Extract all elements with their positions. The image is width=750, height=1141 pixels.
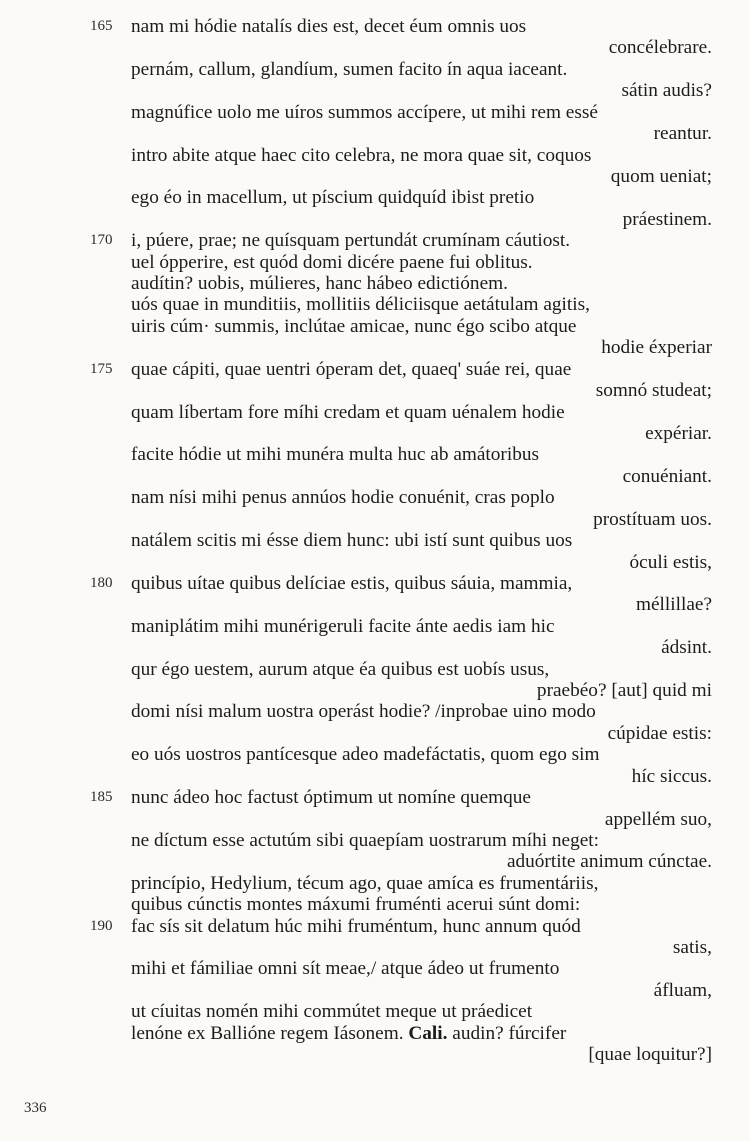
turnover-text: expériar.	[645, 422, 712, 444]
verse-text-run: nunc ádeo hoc factust óptimum ut nomíne quemque	[131, 787, 531, 809]
verse-line	[0, 916, 750, 937]
turnover-text: concélebrare.	[608, 37, 712, 59]
turnover-text: satis,	[672, 937, 712, 959]
verse-line-text	[131, 402, 565, 423]
turnover-text: áfluam,	[653, 979, 712, 1001]
verse-text-run: audin? fúrcifer	[452, 1022, 567, 1044]
turnover-text: ádsint.	[661, 637, 712, 659]
verse-line	[0, 659, 750, 680]
speaker-label: Cali.	[408, 1022, 448, 1044]
verse-text-run: nam nísi mihi penus annúos hodie conuénit, cras poplo	[131, 487, 555, 509]
verse-line	[0, 59, 750, 80]
turnover-text: híc siccus.	[631, 765, 712, 787]
verse-line-text	[131, 444, 539, 465]
verse-continuation	[0, 809, 750, 830]
verse-continuation	[0, 937, 750, 958]
verse-line-text	[131, 573, 572, 594]
verse-line	[0, 187, 750, 208]
verse-text-run: domi nísi malum uostra operást hodie? /inprobae uino modo	[131, 701, 596, 723]
verse-line-text	[131, 359, 571, 380]
verse-line	[0, 616, 750, 637]
verse-line-text	[131, 102, 598, 123]
verse-text-run: ne díctum esse actutúm sibi quaepíam uostrarum míhi neget:	[131, 829, 599, 851]
verse-line-text	[131, 616, 555, 637]
verse-text-run: ego éo in macellum, ut píscium quidquíd ibist pretio	[131, 187, 535, 209]
verse-continuation	[0, 209, 750, 230]
verse-line-text	[131, 530, 572, 551]
turnover-text: prostítuam uos.	[593, 508, 712, 530]
verse-text-run: uós quae in munditiis, mollitiis déliciisque aetátulam agitis,	[131, 294, 590, 316]
verse-line-text	[131, 59, 567, 80]
verse-text-run: quae cápiti, quae uentri óperam det, quaeq' suáe rei, quae	[131, 358, 572, 380]
line-number: 185	[90, 789, 113, 806]
verse-text-run: qur égo uestem, aurum atque éa quibus est uobís usus,	[131, 658, 550, 680]
verse-continuation	[0, 851, 750, 872]
turnover-text: aduórtite animum cúnctae.	[506, 851, 712, 873]
verse-line	[0, 530, 750, 551]
verse-line-text	[131, 273, 508, 294]
verse-text-run: uiris cúm· summis, inclútae amicae, nunc égo scibo atque	[131, 315, 577, 337]
verse-line	[0, 487, 750, 508]
verse-text-run: magnúfice uolo me uíros summos accípere, ut mihi rem essé	[131, 101, 598, 123]
verse-line-text	[131, 916, 581, 937]
verse-line	[0, 701, 750, 722]
verse-line	[0, 1023, 750, 1044]
verse-line-text	[131, 873, 598, 894]
verse-text-run: lenóne ex Ballióne regem Iásonem.	[131, 1022, 404, 1044]
verse-continuation	[0, 637, 750, 658]
verse-continuation	[0, 552, 750, 573]
verse-line-text	[131, 316, 576, 337]
verse-line-text	[131, 894, 580, 915]
verse-text-run: natálem scitis mi ésse diem hunc: ubi istí sunt quibus uos	[131, 530, 573, 552]
verse-line	[0, 958, 750, 979]
verse-continuation	[0, 680, 750, 701]
verse-line	[0, 402, 750, 423]
verse-line-text	[131, 487, 555, 508]
verse-line-text	[131, 187, 534, 208]
verse-continuation	[0, 980, 750, 1001]
verse-line	[0, 102, 750, 123]
page-number: 336	[24, 1100, 47, 1116]
line-number: 175	[90, 360, 113, 377]
verse-line	[0, 359, 750, 380]
verse-line-text	[131, 659, 549, 680]
verse-line	[0, 230, 750, 251]
verse-text-run: uel ópperire, est quód domi dicére paene fui oblitus.	[131, 251, 533, 273]
verse-line	[0, 145, 750, 166]
turnover-text: reantur.	[653, 123, 712, 145]
verse-line	[0, 252, 750, 273]
verse-line	[0, 744, 750, 765]
verse-line-text	[131, 701, 596, 722]
verse-line-text	[131, 230, 570, 251]
verse-line-text	[131, 1023, 566, 1044]
verse-text-run: mihi et fámiliae omni sít meae,/ atque ádeo ut frumento	[131, 958, 560, 980]
verse-line-text	[131, 787, 531, 808]
verse-continuation	[0, 594, 750, 615]
verse-line-text	[131, 830, 599, 851]
turnover-text: óculi estis,	[629, 551, 712, 573]
turnover-text: somnó studeat;	[595, 380, 712, 402]
line-number: 190	[90, 917, 113, 934]
verse-line	[0, 444, 750, 465]
verse-text-run: quam líbertam fore míhi credam et quam uénalem hodie	[131, 401, 565, 423]
verse-text-run: quibus uítae quibus delíciae estis, quibus sáuia, mammia,	[131, 572, 573, 594]
verse-continuation	[0, 509, 750, 530]
turnover-text: conuéniant.	[622, 465, 712, 487]
line-number: 180	[90, 574, 113, 591]
verse-line-text	[131, 744, 600, 765]
verse-line	[0, 316, 750, 337]
turnover-text: [quae loquitur?]	[588, 1044, 712, 1066]
verse-text-run: eo uós uostros pantícesque adeo madefáctatis, quom ego sim	[131, 744, 600, 766]
verse-line-text	[131, 16, 526, 37]
turnover-text: hodie éxperiar	[601, 337, 712, 359]
verse-continuation	[0, 723, 750, 744]
verse-line-text	[131, 1001, 532, 1022]
verse-text-run: pernám, callum, glandíum, sumen facito ín aqua iaceant.	[131, 58, 568, 80]
verse-text-run: i, púere, prae; ne quísquam pertundát crumínam cáutiost.	[131, 230, 571, 252]
verse-line	[0, 273, 750, 294]
verse-line	[0, 787, 750, 808]
verse-line	[0, 16, 750, 37]
verse-text-run: facite hódie ut mihi munéra multa huc ab amátoribus	[131, 444, 539, 466]
turnover-text: méllillae?	[635, 594, 712, 616]
verse-line	[0, 294, 750, 315]
verse-text-run: nam mi hódie natalís dies est, decet éum omnis uos	[131, 16, 527, 37]
verse-text-run: princípio, Hedylium, técum ago, quae amíca es frumentáriis,	[131, 872, 599, 894]
verse-continuation	[0, 423, 750, 444]
verse-continuation	[0, 1044, 750, 1065]
verse-continuation	[0, 380, 750, 401]
verse-text-run: intro abite atque haec cito celebra, ne mora quae sit, coquos	[131, 144, 592, 166]
verse-continuation	[0, 80, 750, 101]
turnover-text: cúpidae estis:	[607, 722, 712, 744]
turnover-text: appellém suo,	[604, 808, 712, 830]
verse-text-run: ut cíuitas nomén mihi commútet meque ut práedicet	[131, 1001, 533, 1023]
verse-text-run: maniplátim mihi munérigeruli facite ánte aedis iam hic	[131, 615, 555, 637]
turnover-text: praebéo? [aut] quid mi	[536, 680, 712, 702]
verse-line	[0, 573, 750, 594]
verse-line	[0, 894, 750, 915]
verse-text-run: audítin? uobis, múlieres, hanc hábeo edictiónem.	[131, 273, 508, 295]
verse-continuation	[0, 337, 750, 358]
verse-line	[0, 830, 750, 851]
verse-continuation	[0, 37, 750, 58]
verse-line-text	[131, 958, 559, 979]
verse-line	[0, 873, 750, 894]
line-number: 165	[90, 18, 113, 34]
turnover-text: quom ueniat;	[610, 165, 712, 187]
verse-continuation	[0, 123, 750, 144]
verse-continuation	[0, 466, 750, 487]
line-number: 170	[90, 232, 113, 249]
turnover-text: sátin audis?	[621, 80, 712, 102]
verse-text-run: quibus cúnctis montes máxumi fruménti acerui súnt domi:	[131, 894, 581, 916]
verse-line-text	[131, 294, 590, 315]
verse-text-run: fac sís sit delatum húc mihi fruméntum, hunc annum quód	[131, 915, 581, 937]
verse-line	[0, 1001, 750, 1022]
verse-continuation	[0, 166, 750, 187]
turnover-text: práestinem.	[622, 208, 712, 230]
verse-continuation	[0, 766, 750, 787]
verse-line-text	[131, 252, 533, 273]
verse-line-text	[131, 145, 591, 166]
